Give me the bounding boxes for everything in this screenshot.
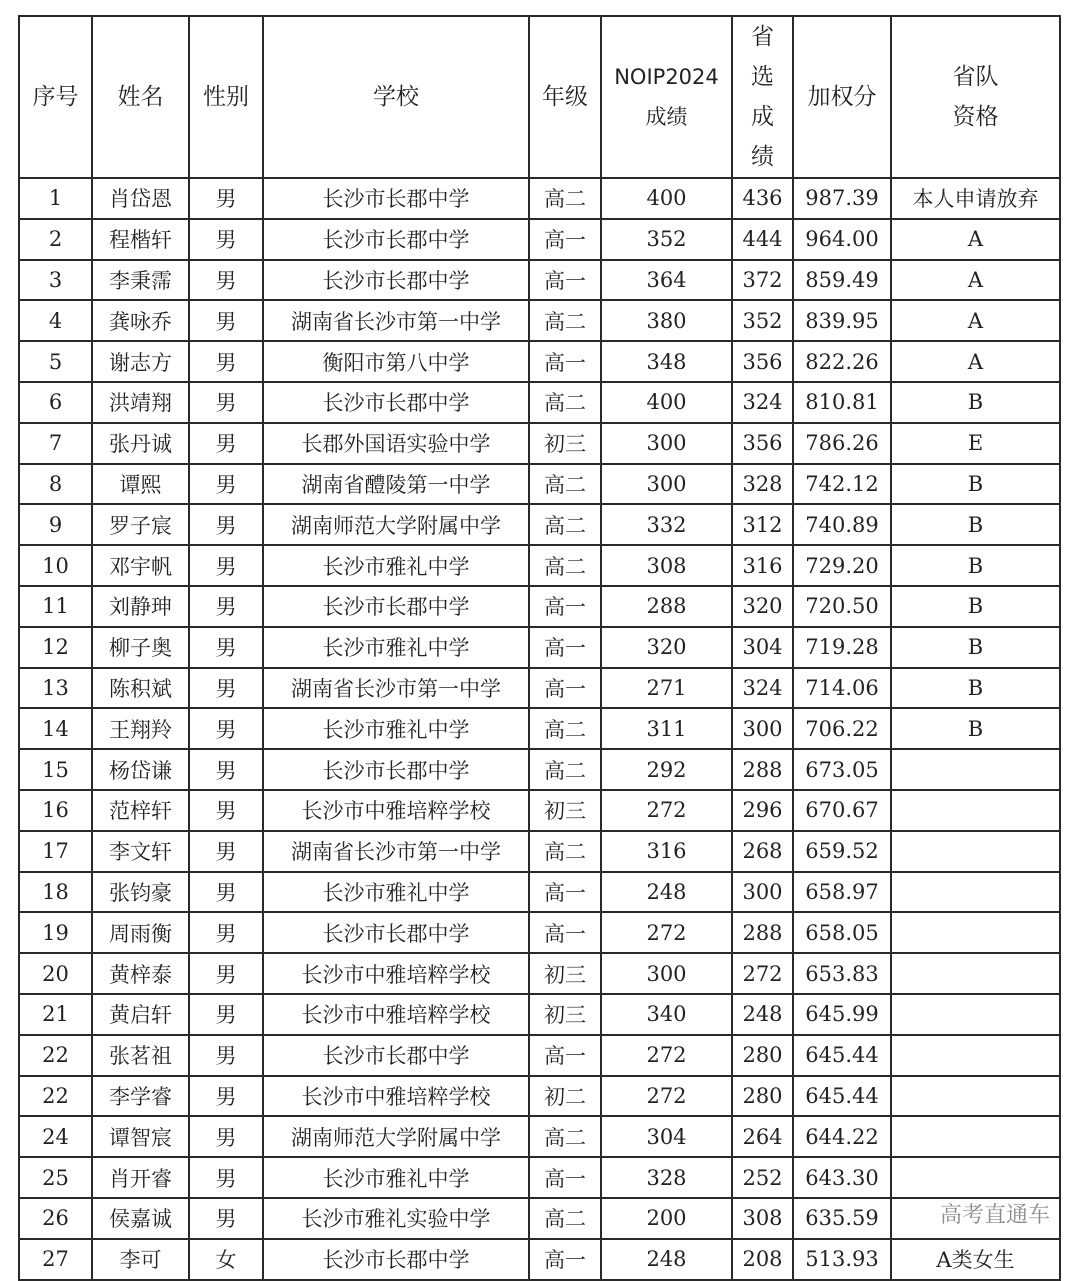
col-team-qualification-cell bbox=[891, 912, 1060, 953]
col-provincial-score-cell: 356 bbox=[732, 423, 793, 464]
col-index-cell: 2 bbox=[19, 219, 92, 260]
col-weighted-score-cell: 987.39 bbox=[793, 178, 891, 219]
col-school-cell: 长沙市长郡中学 bbox=[263, 912, 529, 953]
table-row bbox=[19, 1157, 1060, 1198]
col-team-qualification-cell: A bbox=[891, 300, 1060, 341]
col-index-cell: 6 bbox=[19, 382, 92, 423]
col-gender-cell: 男 bbox=[189, 341, 263, 382]
col-index-cell: 17 bbox=[19, 831, 92, 872]
col-team-qualification-cell: B bbox=[891, 627, 1060, 668]
col-index-cell: 5 bbox=[19, 341, 92, 382]
col-gender-cell: 男 bbox=[189, 178, 263, 219]
col-index-cell: 9 bbox=[19, 504, 92, 545]
col-index-cell: 7 bbox=[19, 423, 92, 464]
col-provincial-score-cell: 280 bbox=[732, 1035, 793, 1076]
col-noip-score-cell: 364 bbox=[601, 260, 732, 301]
col-grade-cell: 初三 bbox=[529, 953, 601, 994]
col-team-qualification-cell bbox=[891, 831, 1060, 872]
col-weighted-score-cell: 644.22 bbox=[793, 1116, 891, 1157]
col-team-qualification-cell: B bbox=[891, 668, 1060, 709]
col-grade-cell: 高一 bbox=[529, 912, 601, 953]
col-team-qualification-cell: B bbox=[891, 382, 1060, 423]
col-noip-score-cell: 311 bbox=[601, 708, 732, 749]
col-index-cell: 11 bbox=[19, 586, 92, 627]
col-school-cell: 长沙市长郡中学 bbox=[263, 586, 529, 627]
col-school-cell: 湖南师范大学附属中学 bbox=[263, 1116, 529, 1157]
col-grade-cell: 高二 bbox=[529, 382, 601, 423]
col-weighted-score-cell: 719.28 bbox=[793, 627, 891, 668]
col-team-qualification-cell bbox=[891, 1157, 1060, 1198]
col-weighted-score-cell: 822.26 bbox=[793, 341, 891, 382]
col-weighted-score-cell: 964.00 bbox=[793, 219, 891, 260]
col-provincial-score-cell: 328 bbox=[732, 464, 793, 505]
col-school-cell: 长郡外国语实验中学 bbox=[263, 423, 529, 464]
col-gender-cell: 男 bbox=[189, 1157, 263, 1198]
col-gender-header: 性别 bbox=[189, 16, 263, 178]
col-gender-cell: 男 bbox=[189, 219, 263, 260]
col-grade-cell: 高一 bbox=[529, 1239, 601, 1280]
col-weighted-score-cell: 653.83 bbox=[793, 953, 891, 994]
col-weighted-score-cell: 635.59 bbox=[793, 1198, 891, 1239]
col-team-qualification-cell: B bbox=[891, 464, 1060, 505]
col-gender-cell: 男 bbox=[189, 1116, 263, 1157]
col-grade-cell: 高二 bbox=[529, 504, 601, 545]
col-gender-cell: 男 bbox=[189, 586, 263, 627]
col-noip-score-cell: 400 bbox=[601, 382, 732, 423]
table-row bbox=[19, 1076, 1060, 1117]
col-gender-cell: 男 bbox=[189, 790, 263, 831]
col-gender-cell: 男 bbox=[189, 872, 263, 913]
col-gender-cell: 男 bbox=[189, 1198, 263, 1239]
col-name-cell: 张茗祖 bbox=[92, 1035, 189, 1076]
col-provincial-score-cell: 264 bbox=[732, 1116, 793, 1157]
col-provincial-score-cell: 300 bbox=[732, 872, 793, 913]
col-index-cell: 12 bbox=[19, 627, 92, 668]
col-grade-cell: 高二 bbox=[529, 464, 601, 505]
table-row bbox=[19, 708, 1060, 749]
col-school-cell: 长沙市长郡中学 bbox=[263, 749, 529, 790]
table-row bbox=[19, 260, 1060, 301]
col-grade-cell: 高二 bbox=[529, 300, 601, 341]
col-school-cell: 衡阳市第八中学 bbox=[263, 341, 529, 382]
col-noip-score-cell: 316 bbox=[601, 831, 732, 872]
col-name-cell: 侯嘉诚 bbox=[92, 1198, 189, 1239]
col-provincial-score-cell: 372 bbox=[732, 260, 793, 301]
col-team-qualification-cell: A类女生 bbox=[891, 1239, 1060, 1280]
col-weighted-score-cell: 729.20 bbox=[793, 545, 891, 586]
table-row bbox=[19, 300, 1060, 341]
col-school-cell: 湖南省长沙市第一中学 bbox=[263, 831, 529, 872]
col-noip-score-cell: 340 bbox=[601, 994, 732, 1035]
col-name-cell: 程楷轩 bbox=[92, 219, 189, 260]
col-index-cell: 15 bbox=[19, 749, 92, 790]
col-grade-cell: 高二 bbox=[529, 178, 601, 219]
col-gender-cell: 女 bbox=[189, 1239, 263, 1280]
col-noip-score-cell: 348 bbox=[601, 341, 732, 382]
col-grade-cell: 高一 bbox=[529, 260, 601, 301]
col-noip-score-cell: 272 bbox=[601, 790, 732, 831]
col-team-qualification-cell: A bbox=[891, 219, 1060, 260]
col-weighted-score-cell: 673.05 bbox=[793, 749, 891, 790]
col-gender-cell: 男 bbox=[189, 504, 263, 545]
col-school-cell: 长沙市长郡中学 bbox=[263, 382, 529, 423]
col-school-cell: 长沙市中雅培粹学校 bbox=[263, 1076, 529, 1117]
col-noip-score-cell: 272 bbox=[601, 912, 732, 953]
col-provincial-score-header: 省 选 成 绩 bbox=[732, 16, 793, 178]
col-index-cell: 10 bbox=[19, 545, 92, 586]
col-school-cell: 长沙市长郡中学 bbox=[263, 260, 529, 301]
col-name-cell: 杨岱谦 bbox=[92, 749, 189, 790]
col-index-cell: 25 bbox=[19, 1157, 92, 1198]
col-gender-cell: 男 bbox=[189, 668, 263, 709]
col-school-cell: 长沙市长郡中学 bbox=[263, 219, 529, 260]
col-gender-cell: 男 bbox=[189, 260, 263, 301]
col-provincial-score-cell: 308 bbox=[732, 1198, 793, 1239]
col-provincial-score-cell: 436 bbox=[732, 178, 793, 219]
col-noip-score-cell: 320 bbox=[601, 627, 732, 668]
col-weighted-score-cell: 714.06 bbox=[793, 668, 891, 709]
table-row bbox=[19, 464, 1060, 505]
col-index-cell: 3 bbox=[19, 260, 92, 301]
table-row bbox=[19, 1198, 1060, 1239]
col-grade-cell: 高一 bbox=[529, 627, 601, 668]
col-weighted-score-cell: 645.99 bbox=[793, 994, 891, 1035]
col-school-header: 学校 bbox=[263, 16, 529, 178]
col-noip-score-cell: 272 bbox=[601, 1076, 732, 1117]
col-provincial-score-cell: 296 bbox=[732, 790, 793, 831]
col-school-cell: 长沙市中雅培粹学校 bbox=[263, 953, 529, 994]
col-provincial-score-cell: 248 bbox=[732, 994, 793, 1035]
col-provincial-score-cell: 320 bbox=[732, 586, 793, 627]
col-team-qualification-cell bbox=[891, 1076, 1060, 1117]
col-index-cell: 18 bbox=[19, 872, 92, 913]
col-provincial-score-cell: 312 bbox=[732, 504, 793, 545]
col-gender-cell: 男 bbox=[189, 994, 263, 1035]
col-noip-score-cell: 300 bbox=[601, 953, 732, 994]
col-noip-score-cell: 300 bbox=[601, 423, 732, 464]
col-provincial-score-cell: 288 bbox=[732, 912, 793, 953]
col-weighted-score-cell: 786.26 bbox=[793, 423, 891, 464]
col-school-cell: 湖南省长沙市第一中学 bbox=[263, 300, 529, 341]
table-row bbox=[19, 382, 1060, 423]
col-team-qualification-cell bbox=[891, 953, 1060, 994]
col-team-qualification-cell bbox=[891, 1116, 1060, 1157]
col-grade-cell: 高二 bbox=[529, 831, 601, 872]
col-name-cell: 李可 bbox=[92, 1239, 189, 1280]
col-name-cell: 谭智宸 bbox=[92, 1116, 189, 1157]
table-row bbox=[19, 831, 1060, 872]
table-row bbox=[19, 994, 1060, 1035]
col-noip-score-cell: 380 bbox=[601, 300, 732, 341]
col-gender-cell: 男 bbox=[189, 382, 263, 423]
table-row bbox=[19, 178, 1060, 219]
col-name-cell: 刘静珅 bbox=[92, 586, 189, 627]
col-index-cell: 20 bbox=[19, 953, 92, 994]
col-name-cell: 龚咏乔 bbox=[92, 300, 189, 341]
col-noip-score-cell: 248 bbox=[601, 872, 732, 913]
col-noip-score-cell: 200 bbox=[601, 1198, 732, 1239]
col-team-qualification-header: 省队 资格 bbox=[891, 16, 1060, 178]
col-noip-score-cell: 328 bbox=[601, 1157, 732, 1198]
col-school-cell: 长沙市长郡中学 bbox=[263, 1035, 529, 1076]
col-weighted-score-cell: 706.22 bbox=[793, 708, 891, 749]
col-noip-score-cell: 304 bbox=[601, 1116, 732, 1157]
col-grade-cell: 高一 bbox=[529, 219, 601, 260]
col-grade-cell: 高一 bbox=[529, 341, 601, 382]
col-grade-cell: 高二 bbox=[529, 545, 601, 586]
col-name-cell: 张丹诚 bbox=[92, 423, 189, 464]
col-noip-score-cell: 300 bbox=[601, 464, 732, 505]
col-index-cell: 19 bbox=[19, 912, 92, 953]
col-grade-cell: 高二 bbox=[529, 749, 601, 790]
col-gender-cell: 男 bbox=[189, 545, 263, 586]
col-name-cell: 谭熙 bbox=[92, 464, 189, 505]
col-grade-cell: 高二 bbox=[529, 1116, 601, 1157]
col-grade-cell: 高一 bbox=[529, 872, 601, 913]
col-weighted-score-cell: 740.89 bbox=[793, 504, 891, 545]
col-name-cell: 黄梓泰 bbox=[92, 953, 189, 994]
table-row bbox=[19, 668, 1060, 709]
col-weighted-score-cell: 810.81 bbox=[793, 382, 891, 423]
col-provincial-score-cell: 252 bbox=[732, 1157, 793, 1198]
col-weighted-score-cell: 645.44 bbox=[793, 1035, 891, 1076]
col-gender-cell: 男 bbox=[189, 627, 263, 668]
col-school-cell: 长沙市中雅培粹学校 bbox=[263, 790, 529, 831]
col-provincial-score-cell: 316 bbox=[732, 545, 793, 586]
col-team-qualification-cell: B bbox=[891, 708, 1060, 749]
col-noip-score-cell: 271 bbox=[601, 668, 732, 709]
col-name-cell: 肖开睿 bbox=[92, 1157, 189, 1198]
col-noip-score-header: NOIP2024 成绩 bbox=[601, 16, 732, 178]
watermark: 高考直通车 bbox=[940, 1203, 1051, 1228]
col-weighted-score-cell: 643.30 bbox=[793, 1157, 891, 1198]
col-name-cell: 周雨衡 bbox=[92, 912, 189, 953]
header-row bbox=[19, 16, 1060, 178]
col-school-cell: 长沙市雅礼实验中学 bbox=[263, 1198, 529, 1239]
col-weighted-score-cell: 658.05 bbox=[793, 912, 891, 953]
col-team-qualification-cell: 本人申请放弃 bbox=[891, 178, 1060, 219]
col-team-qualification-cell: E bbox=[891, 423, 1060, 464]
col-team-qualification-cell: B bbox=[891, 504, 1060, 545]
col-team-qualification-cell bbox=[891, 1035, 1060, 1076]
col-team-qualification-cell: A bbox=[891, 260, 1060, 301]
col-noip-score-cell: 308 bbox=[601, 545, 732, 586]
col-index-cell: 14 bbox=[19, 708, 92, 749]
col-provincial-score-cell: 268 bbox=[732, 831, 793, 872]
col-school-cell: 湖南师范大学附属中学 bbox=[263, 504, 529, 545]
table-row bbox=[19, 912, 1060, 953]
col-grade-cell: 高二 bbox=[529, 708, 601, 749]
col-school-cell: 长沙市雅礼中学 bbox=[263, 1157, 529, 1198]
table-row bbox=[19, 749, 1060, 790]
table-row bbox=[19, 872, 1060, 913]
col-index-cell: 24 bbox=[19, 1116, 92, 1157]
col-name-cell: 罗子宸 bbox=[92, 504, 189, 545]
col-school-cell: 长沙市长郡中学 bbox=[263, 1239, 529, 1280]
col-index-cell: 27 bbox=[19, 1239, 92, 1280]
col-school-cell: 长沙市长郡中学 bbox=[263, 178, 529, 219]
col-name-cell: 李秉霈 bbox=[92, 260, 189, 301]
col-name-cell: 邓宇帆 bbox=[92, 545, 189, 586]
col-weighted-score-cell: 659.52 bbox=[793, 831, 891, 872]
col-index-cell: 4 bbox=[19, 300, 92, 341]
table-row bbox=[19, 1035, 1060, 1076]
col-grade-cell: 初三 bbox=[529, 790, 601, 831]
col-grade-header: 年级 bbox=[529, 16, 601, 178]
col-provincial-score-cell: 352 bbox=[732, 300, 793, 341]
col-index-cell: 16 bbox=[19, 790, 92, 831]
col-noip-score-cell: 288 bbox=[601, 586, 732, 627]
table-row bbox=[19, 341, 1060, 382]
col-weighted-score-cell: 720.50 bbox=[793, 586, 891, 627]
col-index-header: 序号 bbox=[19, 16, 92, 178]
col-name-cell: 肖岱恩 bbox=[92, 178, 189, 219]
col-weighted-score-cell: 839.95 bbox=[793, 300, 891, 341]
col-weighted-score-cell: 645.44 bbox=[793, 1076, 891, 1117]
col-name-cell: 柳子奥 bbox=[92, 627, 189, 668]
col-index-cell: 26 bbox=[19, 1198, 92, 1239]
col-weighted-score-cell: 658.97 bbox=[793, 872, 891, 913]
col-grade-cell: 高一 bbox=[529, 1157, 601, 1198]
col-school-cell: 长沙市雅礼中学 bbox=[263, 872, 529, 913]
col-noip-score-cell: 248 bbox=[601, 1239, 732, 1280]
col-name-cell: 王翔羚 bbox=[92, 708, 189, 749]
col-school-cell: 长沙市雅礼中学 bbox=[263, 708, 529, 749]
col-name-cell: 洪靖翔 bbox=[92, 382, 189, 423]
col-weighted-score-cell: 670.67 bbox=[793, 790, 891, 831]
col-gender-cell: 男 bbox=[189, 464, 263, 505]
col-index-cell: 22 bbox=[19, 1035, 92, 1076]
col-grade-cell: 高一 bbox=[529, 586, 601, 627]
table-row bbox=[19, 790, 1060, 831]
col-name-cell: 范梓轩 bbox=[92, 790, 189, 831]
col-gender-cell: 男 bbox=[189, 1035, 263, 1076]
col-name-cell: 李学睿 bbox=[92, 1076, 189, 1117]
col-weighted-score-cell: 742.12 bbox=[793, 464, 891, 505]
col-school-cell: 长沙市雅礼中学 bbox=[263, 627, 529, 668]
col-grade-cell: 高一 bbox=[529, 1035, 601, 1076]
col-index-cell: 8 bbox=[19, 464, 92, 505]
col-name-header: 姓名 bbox=[92, 16, 189, 178]
col-gender-cell: 男 bbox=[189, 831, 263, 872]
col-grade-cell: 高二 bbox=[529, 1198, 601, 1239]
col-team-qualification-cell: A bbox=[891, 341, 1060, 382]
table-row bbox=[19, 1116, 1060, 1157]
col-noip-score-cell: 272 bbox=[601, 1035, 732, 1076]
col-gender-cell: 男 bbox=[189, 953, 263, 994]
col-team-qualification-cell: B bbox=[891, 545, 1060, 586]
col-team-qualification-cell: B bbox=[891, 586, 1060, 627]
col-provincial-score-cell: 356 bbox=[732, 341, 793, 382]
col-gender-cell: 男 bbox=[189, 912, 263, 953]
col-noip-score-cell: 292 bbox=[601, 749, 732, 790]
table-row bbox=[19, 504, 1060, 545]
col-grade-cell: 初三 bbox=[529, 423, 601, 464]
table-row bbox=[19, 586, 1060, 627]
col-name-cell: 张钧豪 bbox=[92, 872, 189, 913]
col-team-qualification-cell bbox=[891, 994, 1060, 1035]
col-gender-cell: 男 bbox=[189, 300, 263, 341]
col-name-cell: 陈积斌 bbox=[92, 668, 189, 709]
col-school-cell: 湖南省长沙市第一中学 bbox=[263, 668, 529, 709]
col-gender-cell: 男 bbox=[189, 423, 263, 464]
col-index-cell: 13 bbox=[19, 668, 92, 709]
col-school-cell: 湖南省醴陵第一中学 bbox=[263, 464, 529, 505]
col-team-qualification-cell bbox=[891, 790, 1060, 831]
col-index-cell: 22 bbox=[19, 1076, 92, 1117]
col-grade-cell: 高一 bbox=[529, 668, 601, 709]
col-index-cell: 21 bbox=[19, 994, 92, 1035]
col-name-cell: 李文轩 bbox=[92, 831, 189, 872]
col-team-qualification-cell bbox=[891, 749, 1060, 790]
col-grade-cell: 初三 bbox=[529, 994, 601, 1035]
col-school-cell: 长沙市雅礼中学 bbox=[263, 545, 529, 586]
col-noip-score-cell: 332 bbox=[601, 504, 732, 545]
col-provincial-score-cell: 324 bbox=[732, 382, 793, 423]
table-row bbox=[19, 423, 1060, 464]
col-grade-cell: 初二 bbox=[529, 1076, 601, 1117]
ranking-table bbox=[18, 15, 1061, 1281]
col-weighted-score-header: 加权分 bbox=[793, 16, 891, 178]
col-provincial-score-cell: 272 bbox=[732, 953, 793, 994]
col-noip-score-cell: 352 bbox=[601, 219, 732, 260]
col-provincial-score-cell: 208 bbox=[732, 1239, 793, 1280]
col-provincial-score-cell: 324 bbox=[732, 668, 793, 709]
col-noip-score-cell: 400 bbox=[601, 178, 732, 219]
col-weighted-score-cell: 513.93 bbox=[793, 1239, 891, 1280]
col-gender-cell: 男 bbox=[189, 749, 263, 790]
col-weighted-score-cell: 859.49 bbox=[793, 260, 891, 301]
col-provincial-score-cell: 288 bbox=[732, 749, 793, 790]
col-provincial-score-cell: 280 bbox=[732, 1076, 793, 1117]
table-row bbox=[19, 545, 1060, 586]
col-gender-cell: 男 bbox=[189, 1076, 263, 1117]
col-team-qualification-cell bbox=[891, 872, 1060, 913]
col-name-cell: 黄启轩 bbox=[92, 994, 189, 1035]
col-index-cell: 1 bbox=[19, 178, 92, 219]
col-gender-cell: 男 bbox=[189, 708, 263, 749]
col-provincial-score-cell: 304 bbox=[732, 627, 793, 668]
col-provincial-score-cell: 300 bbox=[732, 708, 793, 749]
col-provincial-score-cell: 444 bbox=[732, 219, 793, 260]
table-row bbox=[19, 219, 1060, 260]
table-row bbox=[19, 627, 1060, 668]
table-row bbox=[19, 953, 1060, 994]
col-school-cell: 长沙市中雅培粹学校 bbox=[263, 994, 529, 1035]
table-row bbox=[19, 1239, 1060, 1280]
col-name-cell: 谢志方 bbox=[92, 341, 189, 382]
